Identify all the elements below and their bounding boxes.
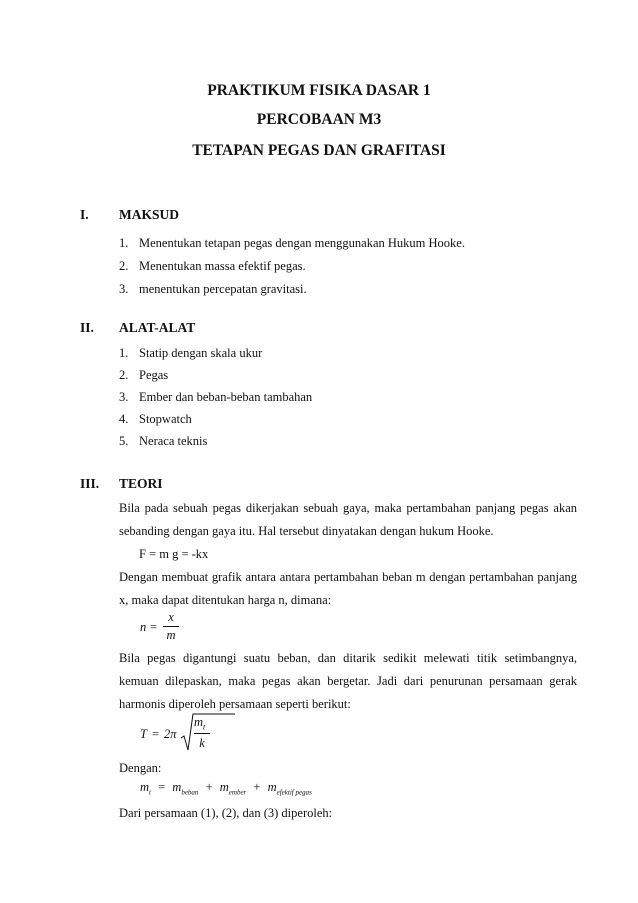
equation-total-mass: $m_t = m_{beban} + m_{ember} + m_{efektif pegas}$	[140, 780, 312, 797]
theory-paragraph-4: Dari persamaan (1), (2), dan (3) diperoleh:	[119, 806, 333, 820]
theory-paragraph-2: Dengan membuat grafik antara antara pertambahan beban m dengan pertambahan panjang x, maka dapat ditentukan harga n, dimana:	[119, 570, 577, 607]
section-heading-alat: ALAT-ALAT	[119, 320, 196, 335]
equation-period: T = 2π $m_t$ k	[140, 712, 240, 756]
section-number-3: III.	[80, 476, 100, 491]
section-heading-maksud: MAKSUD	[119, 207, 179, 222]
list-item: 2. Pegas	[119, 368, 169, 382]
section-heading-teori: TEORI	[119, 476, 163, 491]
section-number-2: II.	[80, 320, 94, 335]
list-item: 4. Stopwatch	[119, 412, 192, 426]
list-item: 5. Neraca teknis	[119, 434, 208, 448]
section-number-1: I.	[80, 207, 89, 222]
fraction-bar	[163, 626, 179, 627]
equation-n: n = x m	[140, 610, 200, 646]
theory-paragraph-3: Bila pegas digantungi suatu beban, dan ditarik sedikit melewati titik setimbangnya, kemuan dilepaskan, maka pegas akan bergetar. Jadi dari penurunan persamaan gerak harmonis diperoleh persamaan seperti berikut:	[119, 651, 577, 711]
hooke-equation: F = m g = -kx	[139, 547, 209, 561]
list-item: 1. Menentukan tetapan pegas dengan menggunakan Hukum Hooke.	[119, 236, 465, 250]
theory-paragraph-1: Bila pada sebuah pegas dikerjakan sebuah gaya, maka pertambahan panjang pegas akan sebanding dengan gaya itu. Hal tersebut dinyatakan dengan hukum Hooke.	[119, 501, 577, 538]
fraction-bar	[194, 733, 210, 734]
experiment-code: PERCOBAAN M3	[256, 111, 382, 128]
list-item: 3. Ember dan beban-beban tambahan	[119, 390, 313, 404]
dengan-label: Dengan:	[119, 761, 162, 775]
document-title: PRAKTIKUM FISIKA DASAR 1	[207, 82, 431, 99]
experiment-title: TETAPAN PEGAS DAN GRAFITASI	[192, 142, 446, 159]
list-item: 3. menentukan percepatan gravitasi.	[119, 282, 307, 296]
list-item: 2. Menentukan massa efektif pegas.	[119, 259, 306, 273]
list-item: 1. Statip dengan skala ukur	[119, 346, 263, 360]
